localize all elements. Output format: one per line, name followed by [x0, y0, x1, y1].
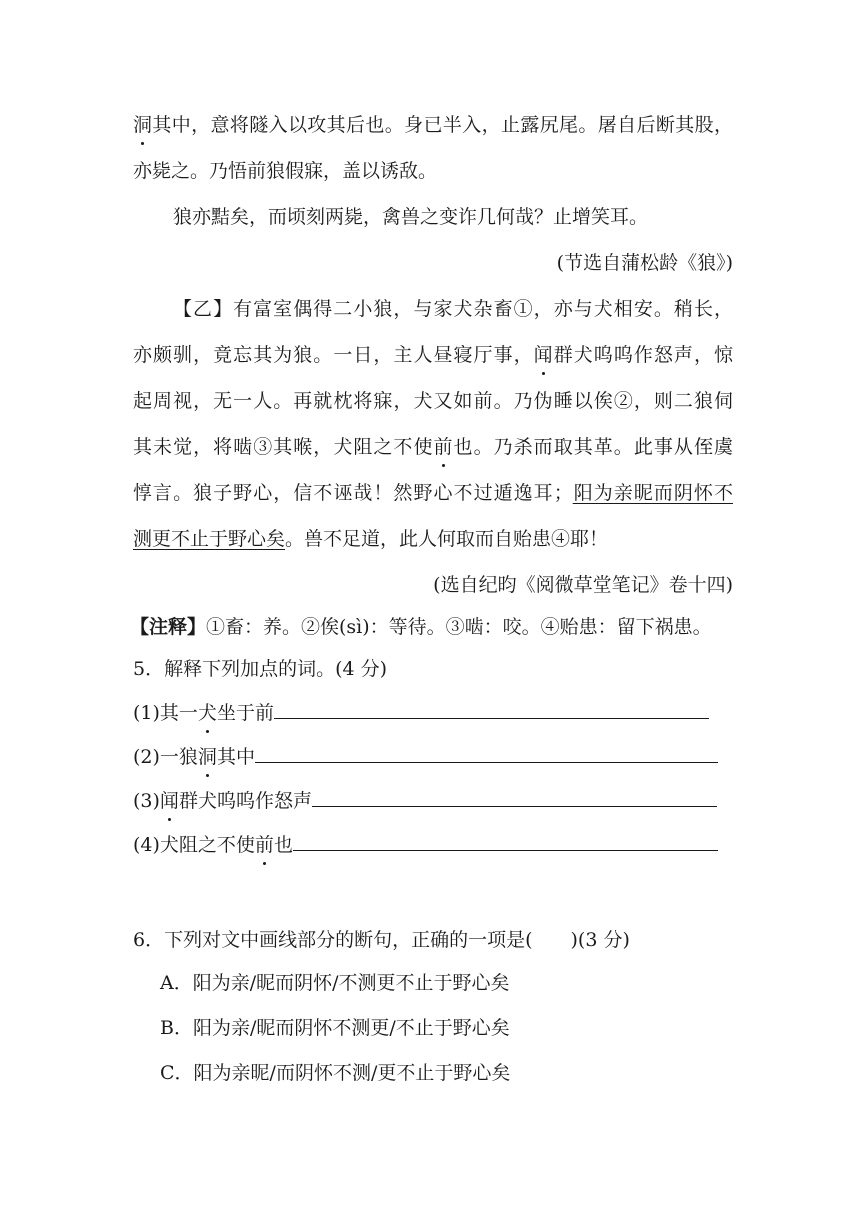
- question-6-option-b[interactable]: B．阳为亲/昵而阴怀不测更/不止于野心矣: [160, 1017, 510, 1039]
- passage-yi-line-3: 起周视，无一人。再就枕将寐，犬又如前。乃伪睡以俟②，则二狼伺: [133, 390, 733, 412]
- passage-jia-line-2: 亦毙之。乃悟前狼假寐，盖以诱敌。: [133, 160, 438, 182]
- notes-text: ①畜：养。②俟(sì)：等待。③啮：咬。④贻患：留下祸患。: [206, 616, 712, 638]
- dotted-word: 洞: [198, 742, 217, 772]
- question-5-item-2: (2)一狼洞其中: [133, 742, 733, 772]
- dotted-word: 前: [255, 830, 274, 860]
- passage-yi-line-6: 测更不止于野心矣。兽不足道，此人何取而自贻患④耶！: [133, 528, 609, 550]
- passage-jia-line-1: 洞其中，意将隧入以攻其后也。身已半入，止露尻尾。屠自后断其股，: [133, 110, 733, 140]
- question-5-item-4: (4)犬阻之不使前也: [133, 830, 733, 860]
- underlined-phrase: 测更不止于野心矣: [133, 528, 286, 550]
- passage-jia-source: (节选自蒲松龄《狼》): [556, 252, 733, 274]
- passage-jia-line-3: 狼亦黠矣，而顷刻两毙，禽兽之变诈几何哉？止增笑耳。: [173, 206, 649, 228]
- passage-yi-line-5: 惇言。狼子野心，信不诬哉！然野心不过遁逸耳；阳为亲昵而阴怀不: [133, 482, 733, 504]
- question-5-item-1: (1)其一犬坐于前: [133, 698, 733, 728]
- dotted-word: 闻: [534, 340, 553, 370]
- question-6-option-a[interactable]: A．阳为亲/昵而阴怀/不测更不止于野心矣: [160, 972, 510, 994]
- dotted-word: 洞: [133, 110, 152, 140]
- answer-blank[interactable]: [312, 788, 717, 807]
- question-6-stem: 6．下列对文中画线部分的断句，正确的一项是( )(3 分): [133, 929, 630, 951]
- answer-blank[interactable]: [255, 744, 718, 763]
- passage-yi-source: (选自纪昀《阅微草堂笔记》卷十四): [433, 574, 733, 596]
- question-6-option-c[interactable]: C．阳为亲昵/而阴怀不测/更不止于野心矣: [160, 1062, 511, 1084]
- question-5-item-3: (3)闻群犬呜呜作怒声: [133, 786, 733, 816]
- passage-yi-line-1: 【乙】有富室偶得二小狼，与家犬杂畜①，亦与犬相安。稍长，: [173, 298, 733, 320]
- dotted-word: 闻: [160, 786, 179, 816]
- answer-blank[interactable]: [293, 832, 718, 851]
- notes: [130, 612, 736, 642]
- underlined-phrase: 阳为亲昵而阴怀不: [572, 482, 733, 504]
- question-5-stem: 5．解释下列加点的词。(4 分): [133, 658, 388, 680]
- answer-blank[interactable]: [274, 700, 709, 719]
- notes-label: 【注释】: [130, 616, 207, 638]
- dotted-word: 前: [434, 432, 453, 462]
- passage-yi-line-2: 亦颇驯，竟忘其为狼。一日，主人昼寝厅事，闻群犬呜呜作怒声，惊: [133, 340, 733, 370]
- dotted-word: 犬: [198, 698, 217, 728]
- passage-yi-line-4: 其未觉，将啮③其喉，犬阻之不使前也。乃杀而取其革。此事从侄虞: [133, 432, 733, 462]
